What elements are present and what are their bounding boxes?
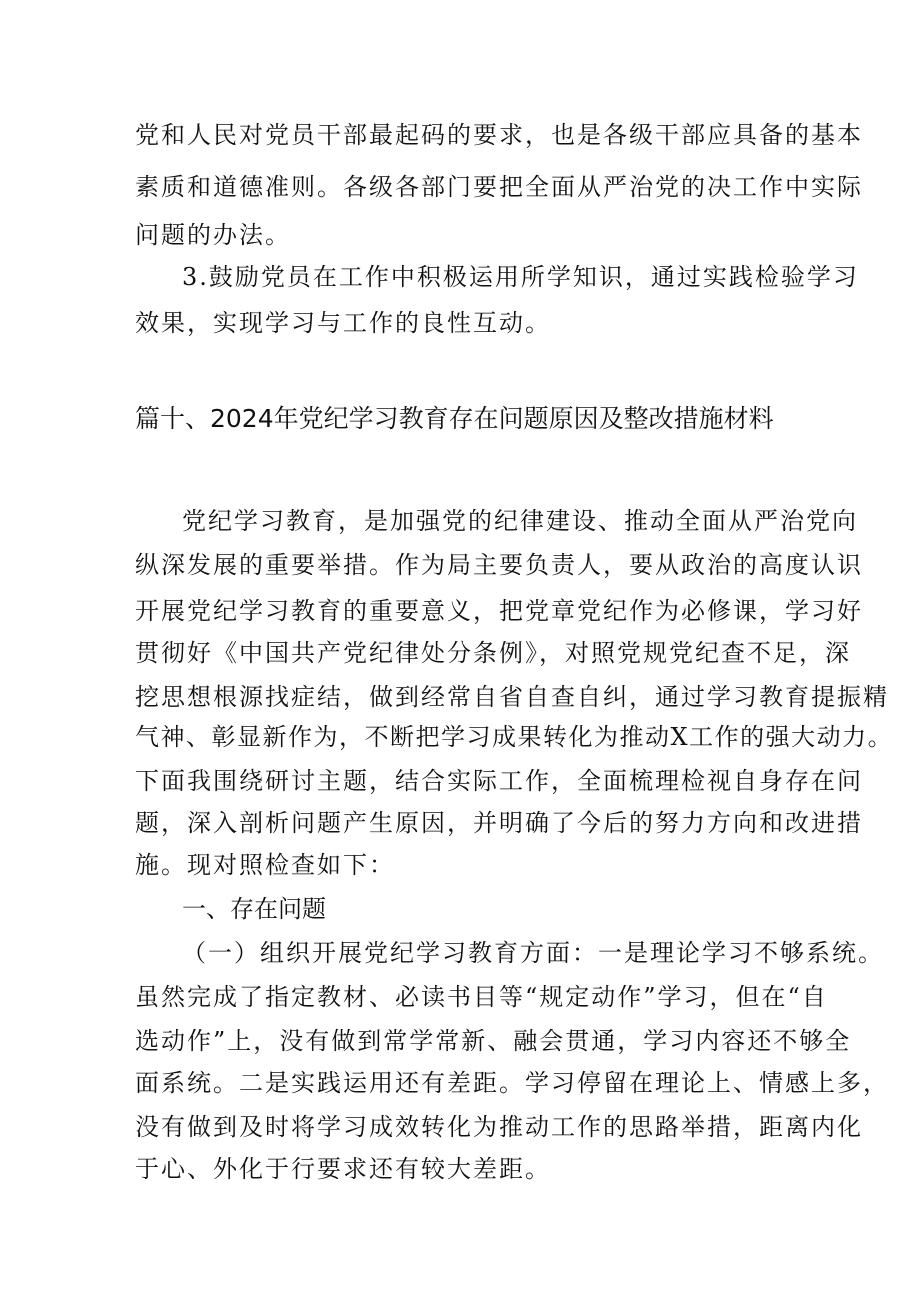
- paragraph-line: 气神、彰显新作为，不断把学习成果转化为推动X工作的强大动力。: [135, 723, 894, 751]
- paragraph-line: 效果，实现学习与工作的良性互动。: [135, 309, 551, 337]
- paragraph-line: （一）组织开展党纪学习教育方面：一是理论学习不够系统。: [182, 939, 884, 967]
- paragraph-line: 开展党纪学习教育的重要意义，把党章党纪作为必修课，学习好: [135, 597, 863, 625]
- paragraph-line: 贯彻好《中国共产党纪律处分条例》，对照党规党纪查不足，深: [135, 639, 851, 667]
- section-title: 篇十、2024年党纪学习教育存在问题原因及整改措施材料: [135, 404, 774, 433]
- paragraph-line: 没有做到及时将学习成效转化为推动工作的思路举措，距离内化: [135, 1113, 863, 1141]
- paragraph-line: 虽然完成了指定教材、必读书目等“规定动作”学习，但在“自: [135, 983, 828, 1011]
- paragraph-line: 3.鼓励党员在工作中积极运用所学知识，通过实践检验学习: [182, 263, 859, 291]
- paragraph-line: 面系统。二是实践运用还有差距。学习停留在理论上、情感上多，: [135, 1069, 889, 1097]
- paragraph-line: 选动作”上，没有做到常学常新、融会贯通，学习内容还不够全: [135, 1027, 852, 1055]
- paragraph-line: 素质和道德准则。各级各部门要把全面从严治党的决工作中实际: [135, 173, 863, 201]
- paragraph-line: 纵深发展的重要举措。作为局主要负责人，要从政治的高度认识: [135, 551, 863, 579]
- paragraph-line: 党和人民对党员干部最起码的要求，也是各级干部应具备的基本: [135, 121, 863, 149]
- paragraph-line: 下面我围绕研讨主题，结合实际工作，全面梳理检视自身存在问: [135, 767, 863, 795]
- paragraph-line: 施。现对照检查如下：: [135, 851, 395, 879]
- paragraph-line: 题，深入剖析问题产生原因，并明确了今后的努力方向和改进措: [135, 809, 863, 837]
- paragraph-line: 问题的办法。: [135, 221, 291, 249]
- subheading: 一、存在问题: [182, 895, 326, 923]
- paragraph-line: 于心、外化于行要求还有较大差距。: [135, 1155, 551, 1183]
- paragraph-line: 挖思想根源找症结，做到经常自省自查自纠，通过学习教育提振精: [135, 683, 889, 711]
- paragraph-line: 党纪学习教育，是加强党的纪律建设、推动全面从严治党向: [182, 507, 858, 535]
